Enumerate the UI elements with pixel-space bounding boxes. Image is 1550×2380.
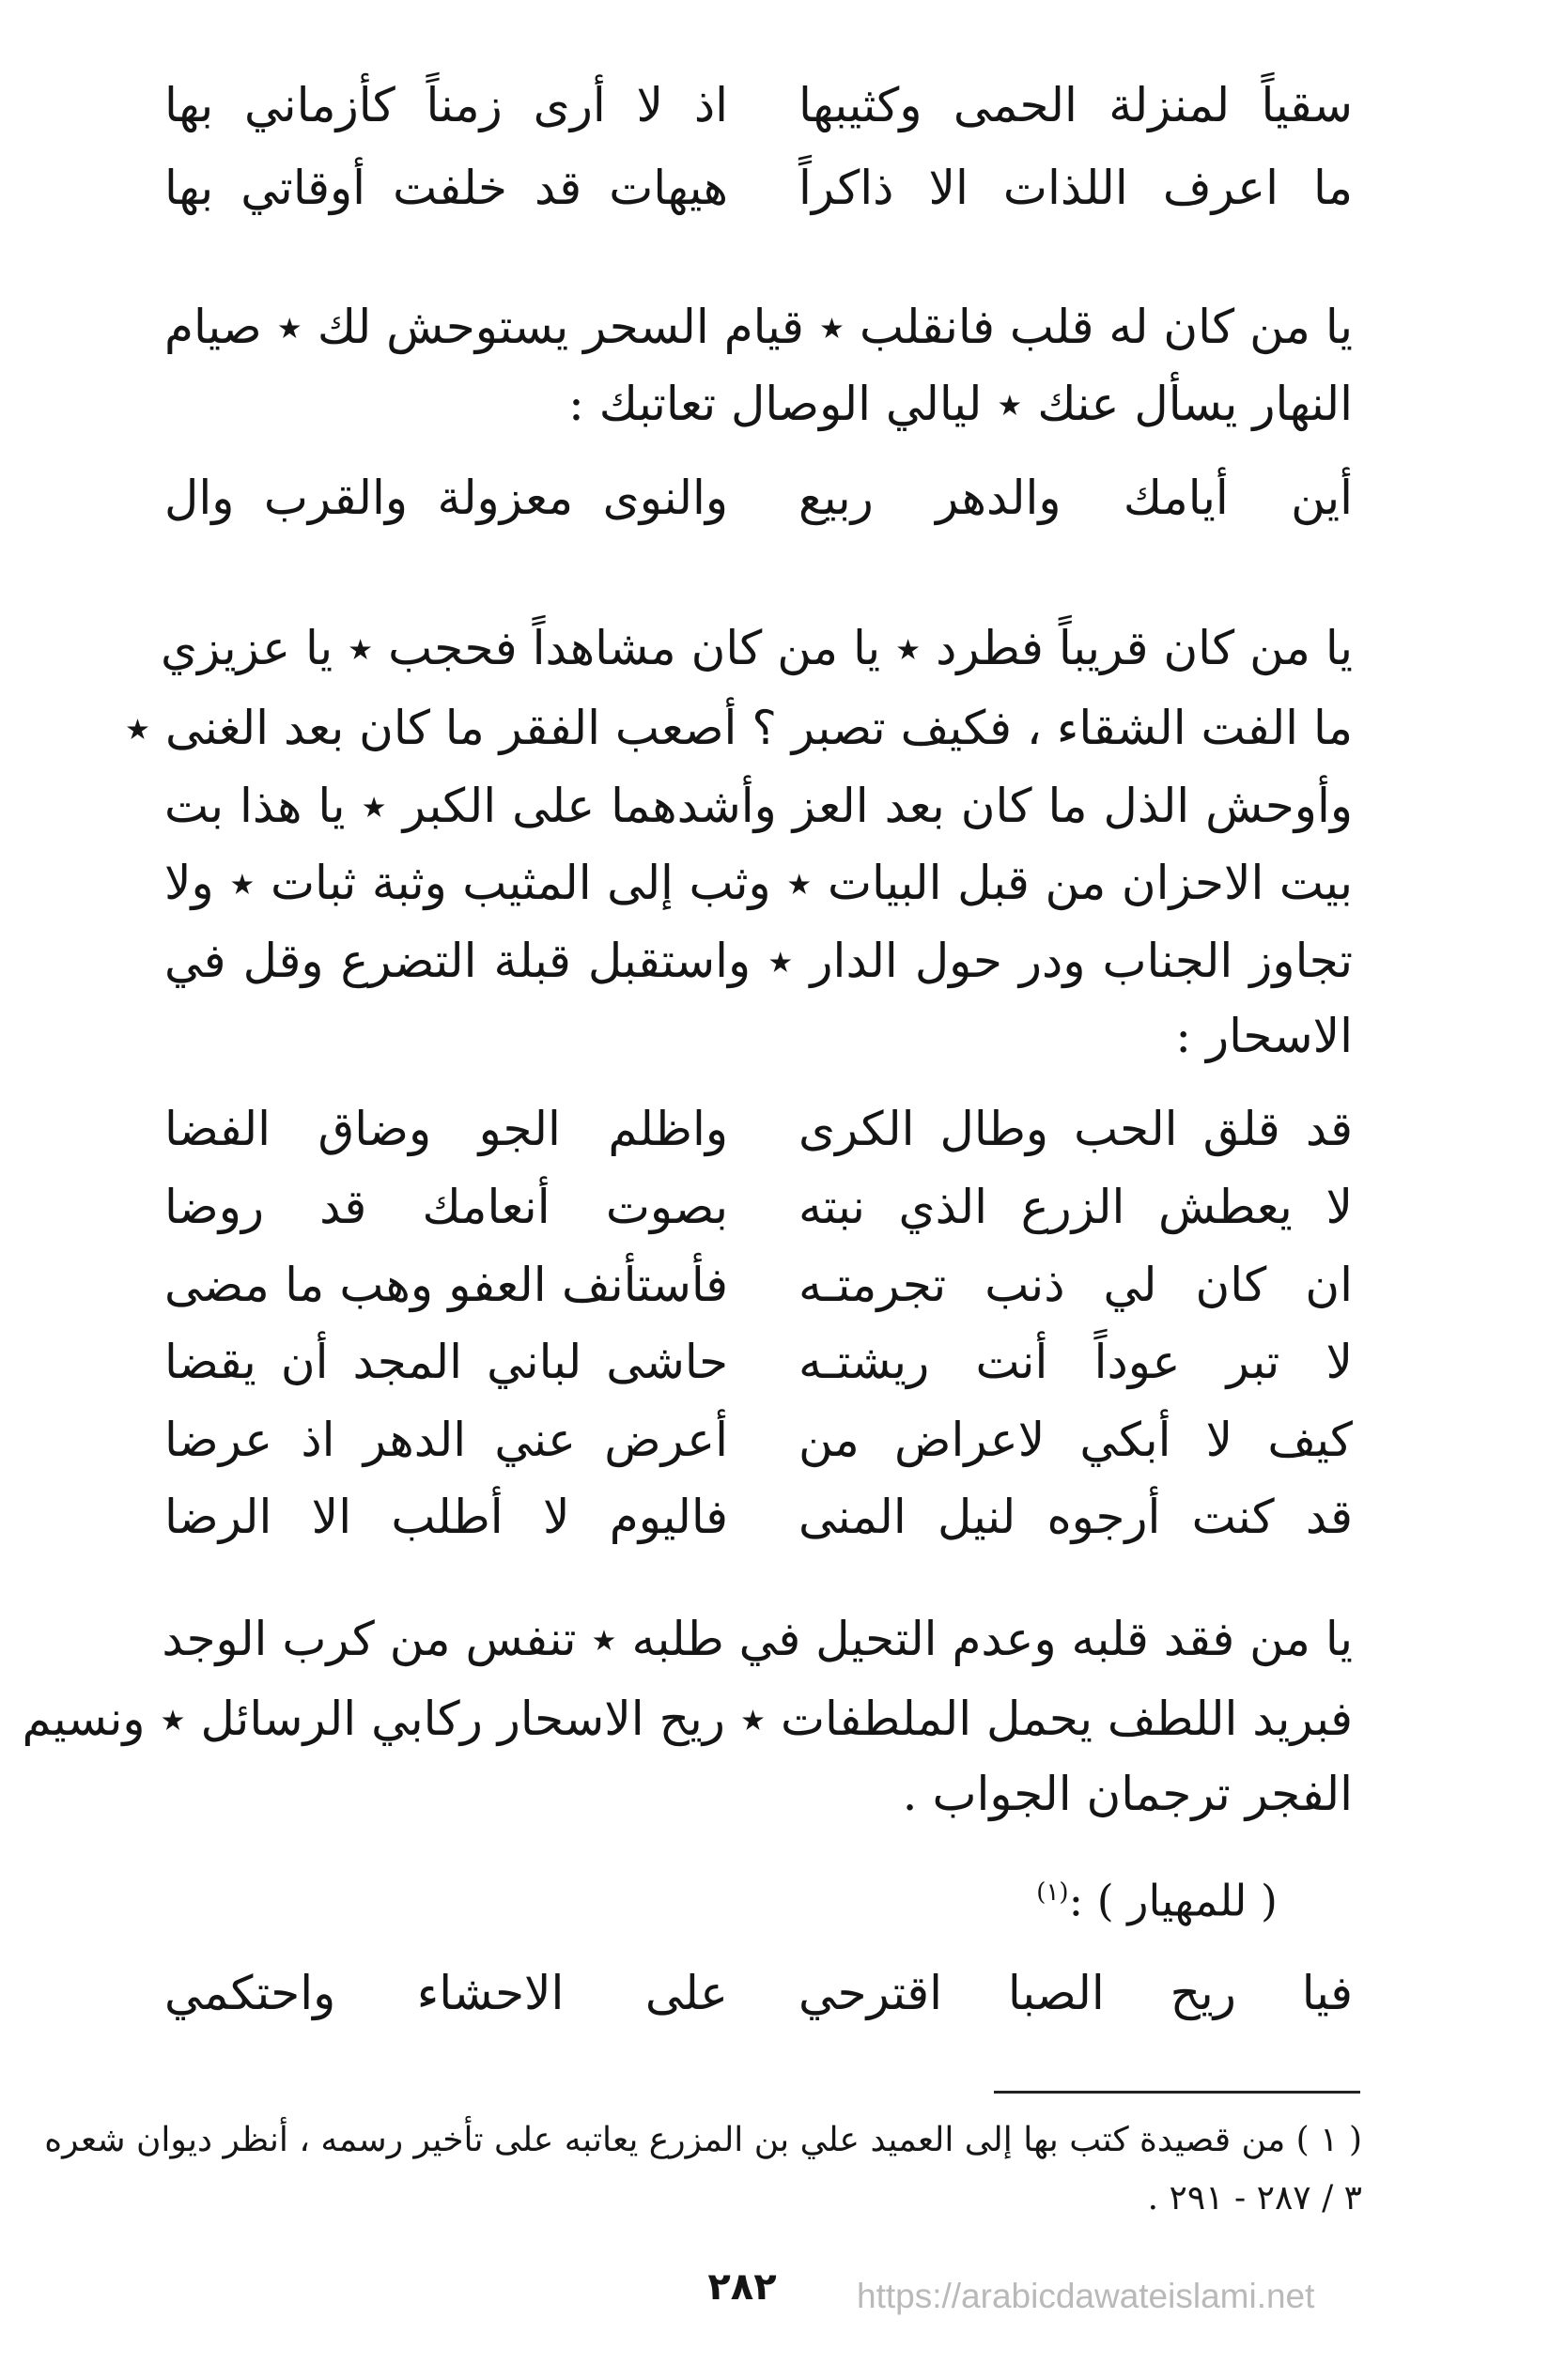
verse-second-hemistich: حاشى لباني المجد أن يقضا: [164, 1335, 728, 1389]
prose-line: بيت الاحزان من قبل البيات ٭ وثب إلى المثيب وثبة ثبات ٭ ولا: [164, 856, 1353, 910]
verse-first-hemistich: أين أيامك والدهر ربيع: [798, 471, 1353, 525]
verse-line: [164, 1402, 1353, 1477]
verse-second-hemistich: هيهات قد خلفت أوقاتي بها: [164, 161, 728, 215]
prose-line: يا من كان قريباً فطرد ٭ يا من كان مشاهداً فحجب ٭ يا عزيزي: [161, 621, 1353, 675]
verse-first-hemistich: قد كنت أرجوه لنيل المنى: [798, 1490, 1353, 1544]
watermark-url: https://arabicdawateislami.net: [857, 2277, 1315, 2315]
verse-second-hemistich: فاليوم لا أطلب الا الرضا: [164, 1490, 728, 1544]
verse-line: [164, 1324, 1353, 1399]
verse-second-hemistich: فأستأنف العفو وهب ما مضى: [164, 1258, 728, 1312]
verse-second-hemistich: بصوت أنعامك قد روضا: [164, 1180, 728, 1234]
verse-second-hemistich: على الاحشاء واحتكمي: [164, 1966, 728, 2020]
footnote-marker: (١): [1036, 1878, 1069, 1907]
prose-line: فبريد اللطف يحمل الملطفات ٭ ريح الاسحار ركابي الرسائل ٭ ونسيم: [22, 1692, 1353, 1746]
attribution-text: ( للمهيار ) :: [1068, 1875, 1278, 1926]
verse-first-hemistich: قد قلق الحب وطال الكرى: [798, 1102, 1353, 1156]
prose-line: تجاوز الجناب ودر حول الدار ٭ واستقبل قبلة التضرع وقل في: [164, 934, 1353, 988]
verse-line: [164, 1169, 1353, 1244]
verse-line: [164, 1247, 1353, 1322]
verse-line: [164, 1479, 1353, 1554]
verse-line: [164, 1091, 1353, 1167]
verse-line: [164, 68, 1353, 143]
prose-line: الفجر ترجمان الجواب .: [902, 1767, 1353, 1821]
verse-second-hemistich: اذ لا أرى زمناً كأزماني بها: [164, 78, 728, 132]
verse-line: [164, 1955, 1353, 2031]
footnote-divider: [994, 2091, 1360, 2094]
verse-second-hemistich: واظلم الجو وضاق الفضا: [164, 1102, 728, 1156]
prose-line: ما الفت الشقاء ، فكيف تصبر ؟ أصعب الفقر ما كان بعد الغنى ٭: [124, 701, 1353, 755]
verse-line: [164, 150, 1353, 225]
footnote-line: ٣ / ٢٨٧ - ٢٩١ .: [1147, 2179, 1362, 2218]
verse-first-hemistich: فيا ريح الصبا اقترحي: [798, 1966, 1353, 2020]
verse-first-hemistich: لا تبر عوداً أنت ريشتـه: [798, 1335, 1353, 1389]
verse-second-hemistich: أعرض عني الدهر اذ عرضا: [164, 1413, 728, 1467]
verse-first-hemistich: كيف لا أبكي لاعراض من: [798, 1413, 1353, 1467]
verse-first-hemistich: ان كان لي ذنب تجرمتـه: [798, 1258, 1353, 1312]
prose-line: وأوحش الذل ما كان بعد العز وأشدهما على الكبر ٭ يا هذا بت: [164, 779, 1353, 833]
prose-line: الاسحار :: [1175, 1009, 1353, 1063]
page-number: ٢٨٢: [707, 2265, 777, 2309]
prose-line: يا من كان له قلب فانقلب ٭ قيام السحر يستوحش لك ٭ صيام: [164, 300, 1353, 354]
verse-first-hemistich: سقياً لمنزلة الحمى وكثيبها: [798, 78, 1353, 132]
verse-line: [164, 460, 1353, 535]
prose-line: النهار يسأل عنك ٭ ليالي الوصال تعاتبك :: [568, 377, 1353, 431]
poet-attribution: [1036, 1860, 1278, 1933]
prose-line: يا من فقد قلبه وعدم التحيل في طلبه ٭ تنفس من كرب الوجد: [162, 1612, 1353, 1666]
verse-first-hemistich: ما اعرف اللذات الا ذاكراً: [798, 161, 1353, 215]
verse-first-hemistich: لا يعطش الزرع الذي نبته: [798, 1180, 1353, 1234]
footnote-line: ( ١ ) من قصيدة كتب بها إلى العميد علي بن المزرع يعاتبه على تأخير رسمه ، أنظر ديوان شعره: [44, 2121, 1362, 2159]
verse-second-hemistich: والنوى معزولة والقرب وال: [164, 471, 728, 525]
